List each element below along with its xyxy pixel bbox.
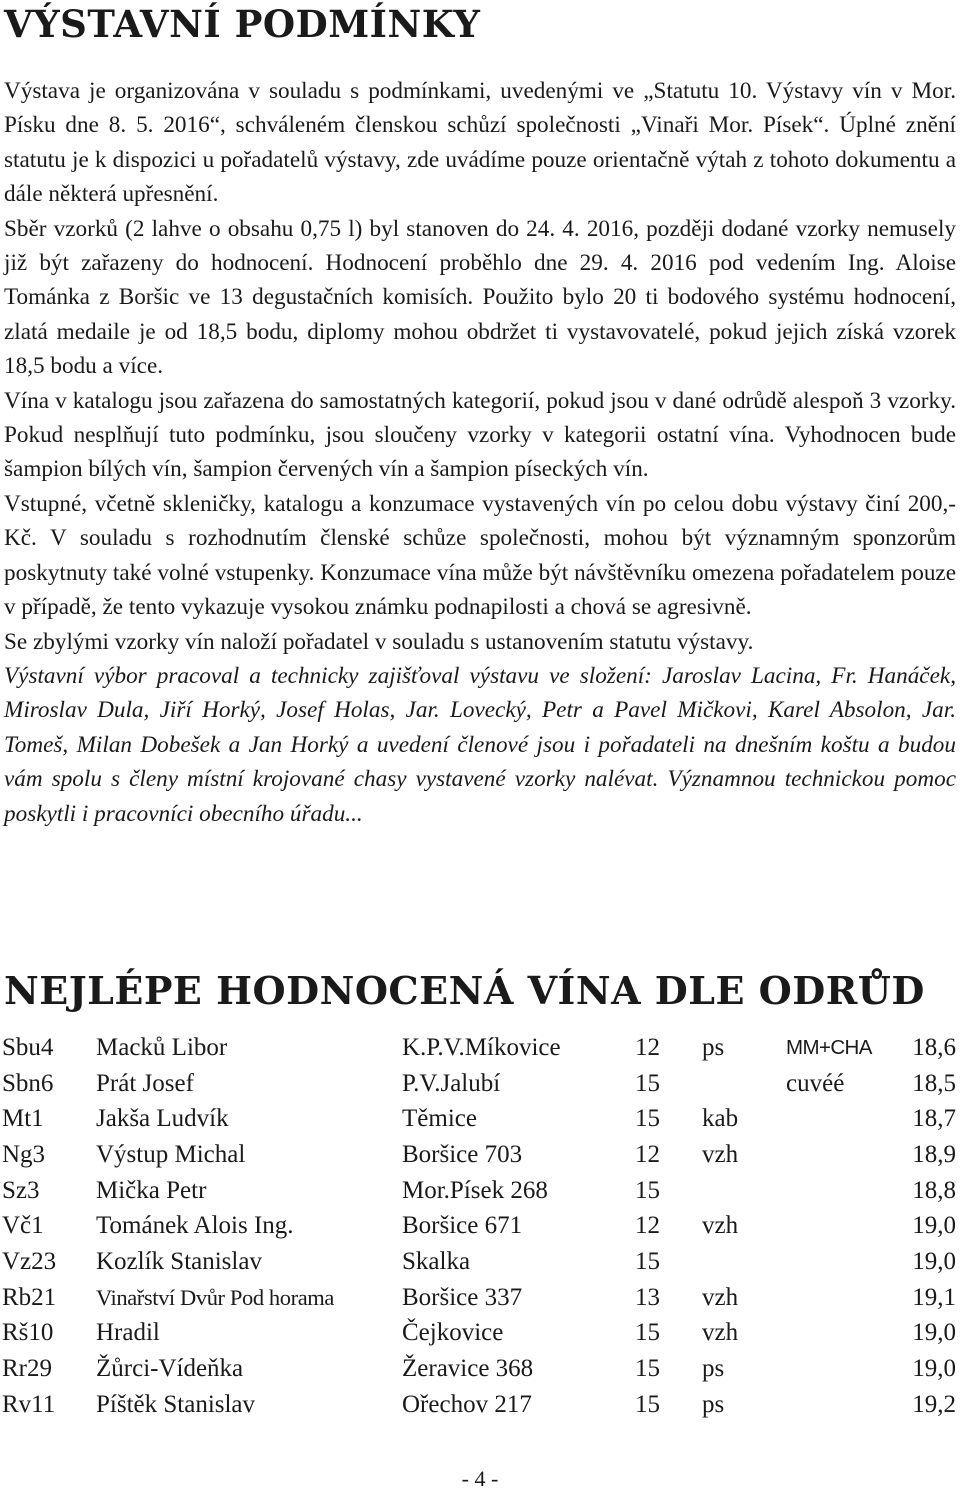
producer-name: Píštěk Stanislav (96, 1390, 256, 1418)
wine-note (786, 1280, 899, 1316)
wine-code: Ng3 (2, 1140, 46, 1168)
wine-attribute: ps (702, 1355, 725, 1383)
wine-note: MM+CHA (786, 1035, 872, 1059)
paragraph-remaining-samples: Se zbylými vzorky vín naloží pořadatel v souladu s ustanovením statutu výstavy. (4, 628, 754, 655)
wine-attribute: kab (702, 1105, 739, 1133)
wine-note (786, 1101, 899, 1137)
producer-name: Kozlík Stanislav (96, 1247, 262, 1275)
wine-note (786, 1316, 899, 1352)
wine-attribute (702, 1244, 786, 1280)
producer-name: Žůrci-Vídeňka (96, 1355, 244, 1383)
table-row (0, 1066, 960, 1102)
wine-note (786, 1208, 899, 1244)
producer-place: P.V.Jalubí (402, 1069, 501, 1097)
producer-place: Čejkovice (402, 1319, 504, 1347)
producer-name: Prát Josef (96, 1069, 194, 1097)
table-row (0, 1351, 960, 1387)
wine-attribute: ps (702, 1033, 725, 1061)
conditions-text (4, 74, 956, 831)
paragraph-categories: Vína v katalogu jsou zařazena do samostatných kategorií, pokud jsou v dané odrůdě alespoň 3 vzorky. Pokud nesplňují tuto podmínku, jsou sloučeny vzorky v kategorii ostatní vína. Vyhodnocen bude šampion bílých vín, šampion červených vín a šampion píseckých vín. (4, 387, 956, 483)
producer-place: Těmice (402, 1105, 477, 1133)
producer-place: Skalka (402, 1247, 471, 1275)
wine-code: Sbu4 (2, 1033, 54, 1061)
wine-number: 15 (635, 1319, 660, 1347)
producer-place: Boršice 337 (402, 1283, 523, 1311)
wine-score: 19,0 (912, 1212, 956, 1240)
paragraph-sample-collection: Sběr vzorků (2 lahve o obsahu 0,75 l) byl stanoven do 24. 4. 2016, později dodané vzorky nemusely již být zařazeny do hodnocení. Hodnocení proběhlo dne 29. 4. 2016 pod vedením Ing. Aloise Tománka z Boršic ve 13 degustačních komisích. Použito bylo 20 ti bodového systému hodnocení, zlatá medaile je od 18,5 bodu, diplomy mohou obdržet ti vystavovatelé, pokud jejich získá vzorek 18,5 bodu a více. (4, 215, 956, 380)
wine-note (786, 1244, 899, 1280)
wine-note (786, 1387, 899, 1423)
table-row (0, 1280, 960, 1316)
wine-score: 18,8 (912, 1176, 956, 1204)
producer-name: Jakša Ludvík (96, 1105, 229, 1133)
wine-note (786, 1351, 899, 1387)
wine-score: 18,6 (912, 1033, 956, 1061)
producer-name: Výstup Michal (96, 1140, 246, 1168)
wine-note: cuvéé (786, 1069, 845, 1097)
paragraph-admission: Vstupné, včetně skleničky, katalogu a konzumace vystavených vín po celou dobu výstavy činí 200,-Kč. V souladu s rozhodnutím členské schůze společnosti, mohou být významným sponzorům poskytnuty také volné vstupenky. Konzumace vína může být návštěvníku omezena pořadatelem pouze v případě, že tento vykazuje vysokou známku podnapilosti a chová se agresivně. (4, 490, 956, 621)
section-heading-best-wines: NEJLÉPE HODNOCENÁ VÍNA DLE ODRŮD (4, 968, 925, 1013)
best-wines-table (0, 1030, 960, 1423)
wine-number: 15 (635, 1390, 660, 1418)
table-row (0, 1173, 960, 1209)
wine-number: 15 (635, 1247, 660, 1275)
wine-number: 12 (635, 1140, 660, 1168)
paragraph-statute: Výstava je organizována v souladu s podmínkami, uvedenými ve „Statutu 10. Výstavy vín v Mor. Písku dne 8. 5. 2016“, schváleném členskou schůzí společnosti „Vinaři Mor. Písek“. Úplné znění statutu je k dispozici u pořadatelů výstavy, zde uvádíme pouze orientačně výtah z tohoto dokumentu a dále některá upřesnění. (4, 78, 956, 208)
wine-code: Rš10 (2, 1319, 54, 1347)
wine-code: Vz23 (2, 1247, 57, 1275)
wine-code: Sbn6 (2, 1069, 54, 1097)
table-row (0, 1244, 960, 1280)
wine-score: 19,2 (912, 1390, 956, 1418)
producer-name: Mička Petr (96, 1176, 207, 1204)
producer-name: Macků Libor (96, 1033, 228, 1061)
section-heading-exhibition-conditions: VÝSTAVNÍ PODMÍNKY (4, 2, 481, 46)
producer-name: Tománek Alois Ing. (96, 1212, 294, 1240)
wine-attribute: vzh (702, 1283, 739, 1311)
producer-name: Hradil (96, 1319, 160, 1347)
wine-attribute: ps (702, 1390, 725, 1418)
wine-attribute (702, 1173, 786, 1209)
wine-code: Mt1 (2, 1105, 44, 1133)
wine-attribute: vzh (702, 1140, 739, 1168)
wine-score: 18,5 (912, 1069, 956, 1097)
producer-place: Ořechov 217 (402, 1390, 532, 1418)
wine-code: Sz3 (2, 1176, 40, 1204)
wine-note (786, 1137, 899, 1173)
page-number: - 4 - (461, 1466, 499, 1491)
wine-number: 15 (635, 1105, 660, 1133)
wine-code: Rb21 (2, 1283, 57, 1311)
producer-place: Boršice 703 (402, 1140, 523, 1168)
wine-attribute: vzh (702, 1319, 739, 1347)
wine-number: 15 (635, 1176, 660, 1204)
wine-code: Vč1 (2, 1212, 44, 1240)
table-row (0, 1137, 960, 1173)
producer-place: Mor.Písek 268 (402, 1176, 548, 1204)
wine-score: 19,0 (912, 1319, 956, 1347)
table-row (0, 1208, 960, 1244)
paragraph-committee: Výstavní výbor pracoval a technicky zajišťoval výstavu ve složení: Jaroslav Lacina, Fr. Hanáček, Miroslav Dula, Jiří Horký, Josef Holas, Jar. Lovecký, Petr a Pavel Mičkovi, Karel Absolon, Jar. Tomeš, Milan Dobešek a Jan Horký a uvedení členové jsou i pořadateli na dnešním koštu a budou vám spolu s členy místní krojované chasy vystavené vzorky nalévat. Významnou technickou pomoc poskytli i pracovníci obecního úřadu... (4, 662, 956, 827)
producer-place: Žeravice 368 (402, 1355, 534, 1383)
wine-number: 15 (635, 1069, 660, 1097)
producer-name: Vinařství Dvůr Pod horama (96, 1284, 334, 1310)
wine-score: 19,1 (912, 1283, 956, 1311)
wine-note (786, 1173, 899, 1209)
wine-score: 19,0 (912, 1355, 956, 1383)
wine-code: Rv11 (2, 1390, 56, 1418)
wine-number: 13 (635, 1283, 660, 1311)
wine-score: 18,7 (912, 1105, 956, 1133)
producer-place: Boršice 671 (402, 1212, 523, 1240)
wine-score: 19,0 (912, 1247, 956, 1275)
wine-score: 18,9 (912, 1140, 956, 1168)
wine-attribute: vzh (702, 1212, 739, 1240)
wine-attribute (702, 1066, 786, 1102)
producer-place: K.P.V.Míkovice (402, 1033, 561, 1061)
table-row (0, 1316, 960, 1352)
table-row (0, 1101, 960, 1137)
wine-code: Rr29 (2, 1355, 52, 1383)
wine-number: 12 (635, 1212, 660, 1240)
table-row (0, 1030, 960, 1066)
wine-number: 15 (635, 1355, 660, 1383)
wine-number: 12 (635, 1033, 660, 1061)
table-row (0, 1387, 960, 1423)
